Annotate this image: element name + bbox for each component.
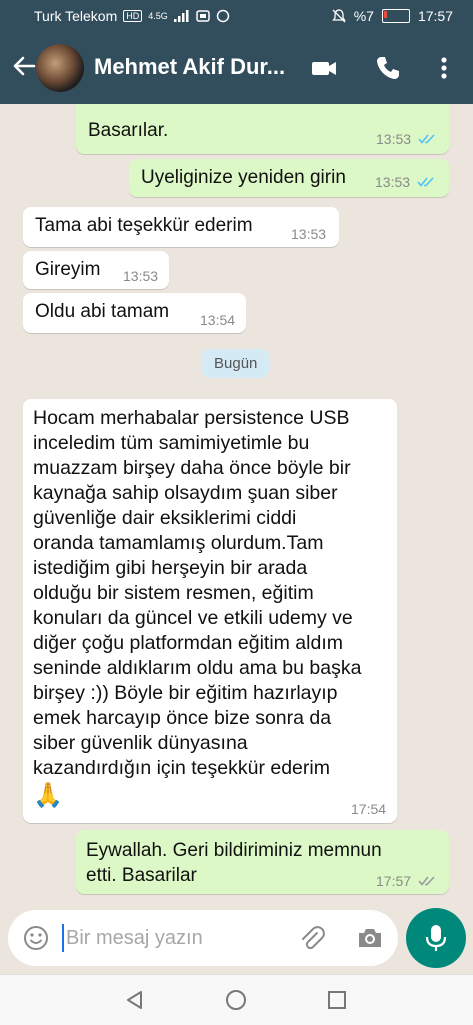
signal-icon	[174, 10, 190, 22]
mic-icon	[424, 924, 448, 952]
message-time: 13:53	[123, 268, 159, 284]
chat-header	[0, 32, 473, 104]
message-time: 13:54	[200, 312, 236, 328]
nav-home-icon[interactable]	[225, 989, 247, 1011]
nav-recents-icon[interactable]	[326, 989, 348, 1011]
message-text: Basarılar.	[88, 120, 169, 141]
message-text: Tama abi teşekkür ederim	[35, 215, 253, 236]
message-time: 13:53	[376, 131, 438, 147]
battery-percent: %7	[353, 8, 374, 24]
battery-icon	[382, 9, 410, 23]
contact-name[interactable]: Mehmet Akif Dur...	[94, 54, 286, 79]
phone-icon[interactable]	[374, 54, 402, 82]
message-time: 13:53	[375, 174, 437, 190]
read-ticks-icon	[418, 133, 438, 145]
nav-back-icon[interactable]	[124, 989, 146, 1011]
message-time: 13:53	[291, 226, 327, 242]
voice-message-button[interactable]	[406, 908, 466, 968]
carrier-name: Turk Telekom	[34, 8, 118, 24]
message-bubble-incoming[interactable]	[23, 251, 169, 289]
video-call-icon[interactable]	[310, 54, 338, 82]
praying-hands-emoji: 🙏	[33, 782, 63, 809]
hd-badge: HD	[123, 10, 142, 22]
message-text: Eywallah. Geri bildiriminiz memnun etti. Basarilar	[86, 840, 382, 886]
text-caret	[62, 924, 64, 952]
system-navigation-bar	[0, 974, 473, 1025]
whatsapp-status-icon	[216, 9, 230, 23]
message-composer	[0, 902, 473, 974]
message-text: Uyeliginize yeniden girin	[141, 167, 346, 188]
message-text: Oldu abi tamam	[35, 301, 170, 322]
message-input[interactable]: Bir mesaj yazın	[66, 927, 203, 949]
day-separator: Bugün	[202, 349, 269, 378]
message-input-container[interactable]	[8, 910, 398, 966]
status-bar	[0, 0, 473, 32]
back-arrow-icon[interactable]	[10, 52, 38, 80]
message-text: Gireyim	[35, 259, 101, 280]
paperclip-icon[interactable]	[298, 924, 326, 952]
message-bubble-outgoing[interactable]	[76, 104, 449, 154]
message-bubble-outgoing[interactable]	[76, 830, 449, 894]
clock: 17:57	[417, 8, 453, 24]
mute-bell-icon	[332, 9, 346, 23]
contact-avatar[interactable]	[36, 44, 84, 92]
message-bubble-incoming[interactable]	[23, 399, 397, 823]
notification-icon	[196, 9, 210, 23]
message-text: Hocam merhabalar persistence USB inceledim tüm samimiyetimle bu muazzam birşey daha önce böyle bir kaynağa sahip olsaydım şuan siber güvenliğe dair eksiklerimi ciddi oranda tamamlamış olurdum.Tam istediğim gibi herşeyin bir arada olduğu bir sistem resmen, eğitim konuları da güncel ve etkili udemy ve diğer çoğu platformdan eğitim aldım seninde aldıklarım oldu ama bu başka birşey :)) Böyle bir eğitim hazırlayıp emek harcayıp önce bize sonra da siber güvenlik dünyasına kazandırdığın için teşekkür ederim 🙏	[33, 407, 362, 809]
chat-messages[interactable]	[0, 104, 473, 900]
more-vertical-icon[interactable]	[430, 54, 458, 82]
camera-icon[interactable]	[356, 924, 384, 952]
read-ticks-icon	[417, 176, 437, 188]
message-bubble-incoming[interactable]	[23, 207, 339, 247]
message-time: 17:54	[351, 801, 387, 817]
message-bubble-outgoing[interactable]	[129, 159, 449, 197]
emoji-icon[interactable]	[22, 924, 50, 952]
network-type: 4.5G	[148, 11, 168, 21]
delivered-ticks-icon	[418, 875, 438, 887]
message-time: 17:57	[376, 873, 438, 889]
message-bubble-incoming[interactable]	[23, 293, 246, 333]
